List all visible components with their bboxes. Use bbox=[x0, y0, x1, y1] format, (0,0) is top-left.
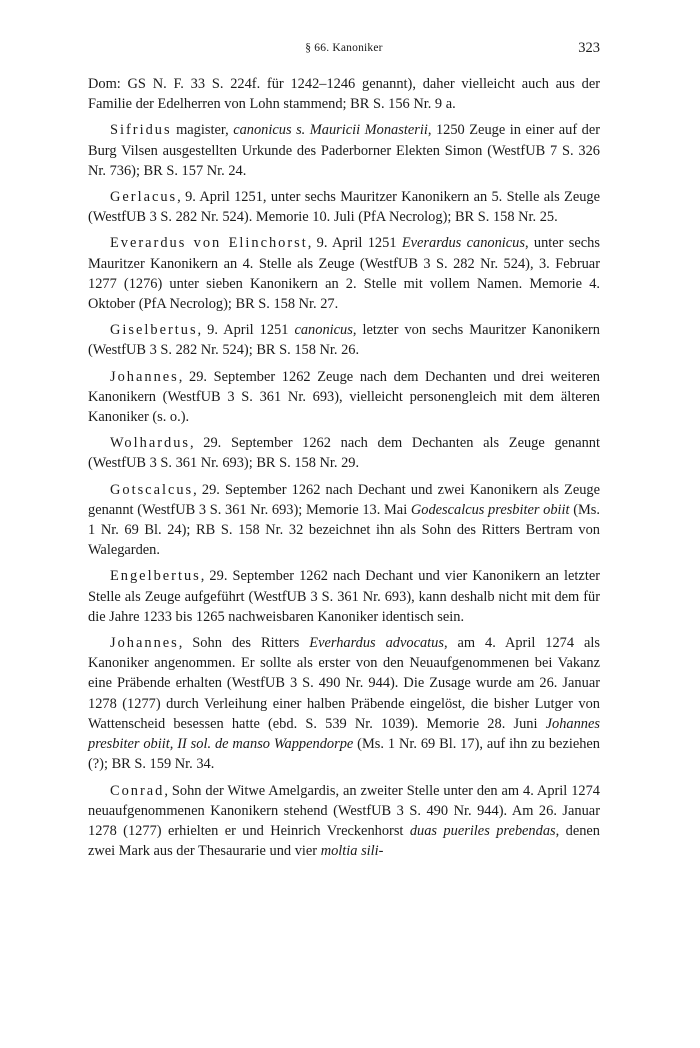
entry-paragraph bbox=[88, 367, 600, 428]
entry-paragraph bbox=[88, 781, 600, 862]
text-run: , 9. April 1251 bbox=[197, 322, 295, 339]
text-run: , 1250 Zeuge in einer auf der Burg Vilsen ausgestellten Urkunde des Paderborner Elekten Simon (WestfUB 7 S. 326 Nr. 736); BR S. 157 Nr. 24. bbox=[88, 122, 601, 179]
continued-paragraph bbox=[88, 74, 600, 114]
page-number: 323 bbox=[578, 40, 600, 56]
running-title: § 66. Kanoniker bbox=[305, 42, 383, 54]
entry-name: Gotscalcus bbox=[110, 481, 194, 498]
text-run: (Ms. 1 Nr. 69 Bl. 17), auf ihn zu beziehen (?); BR S. 159 Nr. 34. bbox=[88, 736, 600, 773]
entry-paragraph bbox=[88, 187, 600, 227]
running-head bbox=[88, 40, 600, 60]
entry-paragraph bbox=[88, 320, 600, 360]
italic-quote: duas pueriles prebendas bbox=[409, 822, 556, 839]
text-run: , 29. September 1262 nach Dechant und zwei Kanonikern als Zeuge genannt (WestfUB 3 S. 361 Nr. 693); Memorie 13. Mai bbox=[88, 481, 600, 518]
text-run: (Ms. 1 Nr. 69 Bl. 24); RB S. 158 Nr. 32 bezeichnet ihn als Sohn des Ritters Bertram von Walegarden. bbox=[88, 501, 600, 559]
entry-paragraph bbox=[88, 433, 600, 473]
entry-name: Gerlacus bbox=[110, 189, 178, 206]
text-run: magister, bbox=[171, 122, 234, 139]
text-run: , denen zwei Mark aus der Thesaurarie und vier bbox=[88, 822, 600, 860]
entry-name: Sifridus bbox=[110, 122, 172, 139]
entry-paragraph bbox=[88, 480, 600, 561]
text-run: , Sohn des Ritters bbox=[178, 635, 310, 652]
text-run: , am 4. April 1274 als Kanoniker angenommen. Er sollte als erster von den Neuaufgenommenen bei Vakanz eine Präbende erhalten (WestfUB 3 S. 490 Nr. 944). Die Zusage wurde am 26. Januar 1278 (1277) durch Verleihung einer halben Präbende eingelöst, die bisher Lutger von Wattenscheid besessen hatte (ebd. S. 539 Nr. 1039). Memorie 28. Juni bbox=[88, 635, 600, 732]
italic-quote: canonicus bbox=[294, 322, 353, 339]
italic-quote: Godescalcus presbiter obiit bbox=[410, 501, 570, 518]
entry-name: Everardus von Elinchorst bbox=[110, 235, 308, 252]
entry-name: Wolhardus bbox=[110, 435, 190, 452]
entry-name: Engelbertus bbox=[110, 568, 201, 585]
text-run: , 29. September 1262 Zeuge nach dem Dechanten und drei weiteren Kanonikern (WestfUB 3 S. 361 Nr. 693), vielleicht personengleich mit dem älteren Kanoniker (s. o.). bbox=[88, 368, 600, 426]
text-run: , 9. April 1251 bbox=[307, 235, 402, 252]
text-run: , 29. September 1262 nach Dechant und vier Kanonikern an letzter Stelle als Zeuge aufgeführt (WestfUB 3 S. 361 Nr. 693), kann deshalb nicht mit dem für die Jahre 1233 bis 1265 nachweisbaren Kanoniker identisch sein. bbox=[88, 568, 600, 625]
entry-paragraph bbox=[88, 120, 600, 181]
text-run: , 9. April 1251, unter sechs Mauritzer Kanonikern an 5. Stelle als Zeuge (WestfUB 3 S. 282 Nr. 524). Memorie 10. Juli (PfA Necrolog); BR S. 158 Nr. 25. bbox=[88, 189, 600, 226]
entry-name: Conrad bbox=[110, 782, 165, 799]
italic-quote: Everardus canonicus bbox=[401, 235, 525, 252]
text-run: , 29. September 1262 nach dem Dechanten als Zeuge genannt (WestfUB 3 S. 361 Nr. 693); BR S. 158 Nr. 29. bbox=[88, 435, 600, 472]
italic-quote: canonicus s. Mauricii Monasterii bbox=[233, 122, 428, 139]
text-run: , letzter von sechs Mauritzer Kanonikern (WestfUB 3 S. 282 Nr. 524); BR S. 158 Nr. 26. bbox=[88, 322, 600, 359]
entry-paragraph bbox=[88, 233, 600, 314]
entry-name: Johannes bbox=[110, 635, 179, 652]
italic-quote: moltia sili- bbox=[320, 843, 384, 860]
entry-paragraph bbox=[88, 566, 600, 627]
text-run: Dom: GS N. F. 33 S. 224f. für 1242–1246 genannt), daher vielleicht auch aus der Familie der Edelherren von Lohn stammend; BR S. 156 Nr. 9 a. bbox=[88, 76, 600, 113]
italic-quote: Johannes presbiter obiit, II sol. de manso Wappendorpe bbox=[88, 715, 600, 753]
body-text bbox=[88, 74, 600, 867]
text-run: , unter sechs Mauritzer Kanonikern an 4. Stelle als Zeuge (WestfUB 3 S. 282 Nr. 524), 3. Februar 1277 (1276) unter sieben Kanonikern an 2. Stelle mit vollem Namen. Memorie 4. Oktober (PfA Necrolog); BR S. 158 Nr. 27. bbox=[88, 235, 600, 313]
entry-name: Giselbertus bbox=[110, 322, 198, 339]
text-run: , Sohn der Witwe Amelgardis, an zweiter Stelle unter den am 4. April 1274 neuaufgenommenen Kanonikern stehend (WestfUB 3 S. 490 Nr. 944). Am 26. Januar 1278 (1277) erhielten er und Heinrich Vreckenhorst bbox=[88, 782, 600, 839]
entry-name: Johannes bbox=[110, 368, 179, 385]
italic-quote: Everhardus advocatus bbox=[309, 635, 444, 652]
entry-paragraph bbox=[88, 633, 600, 774]
